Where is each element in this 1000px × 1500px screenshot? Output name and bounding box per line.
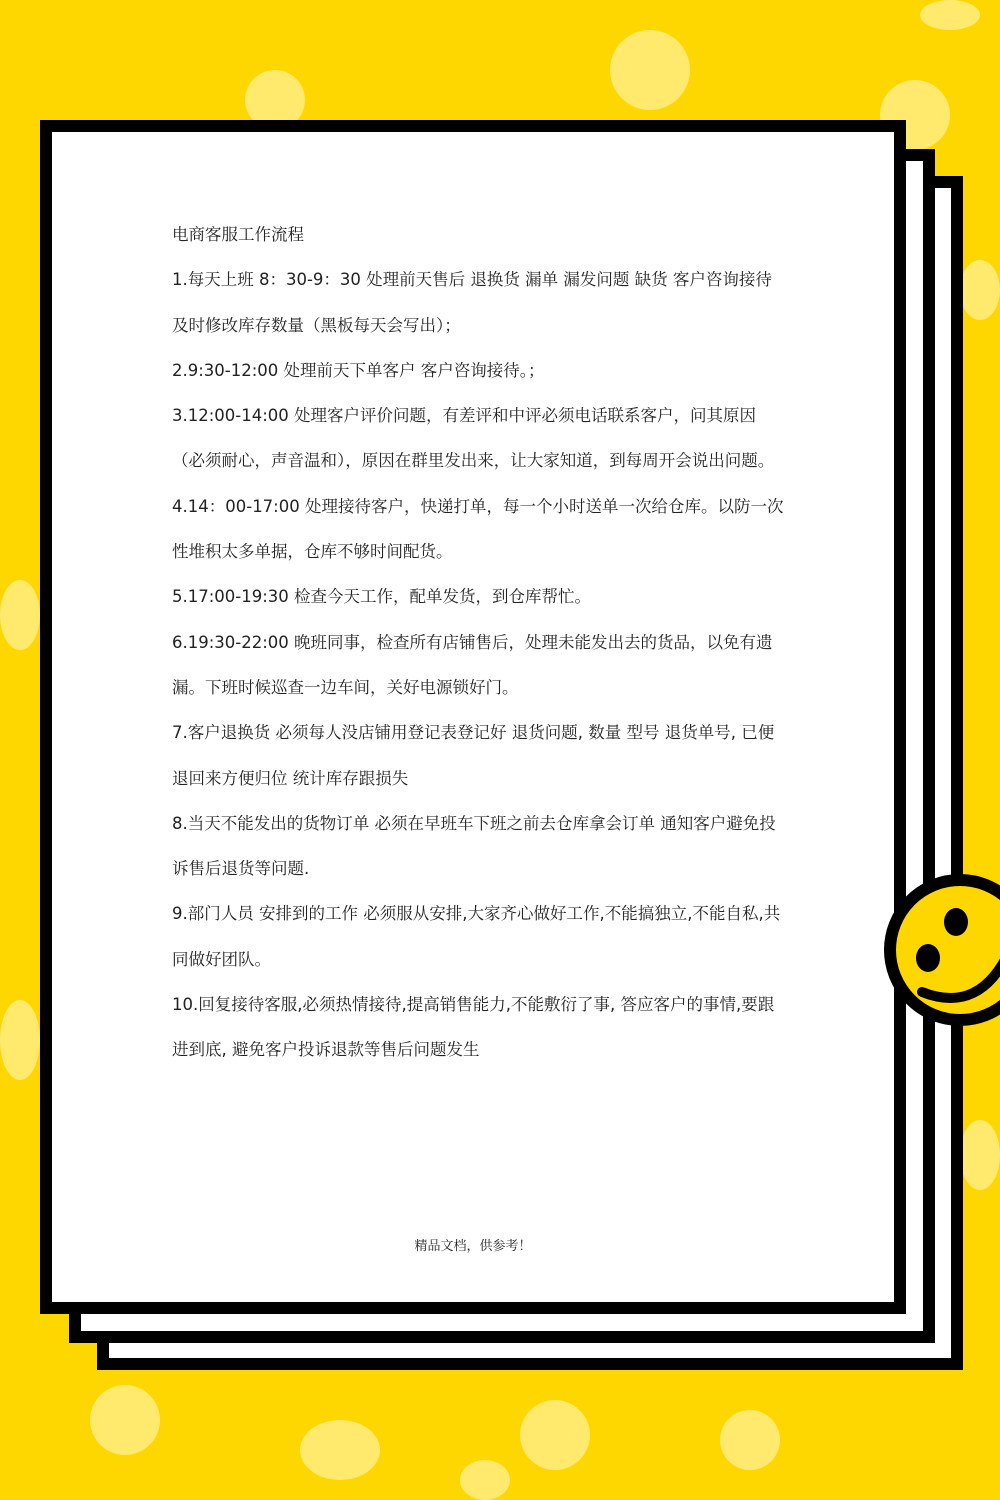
- document-footer: 精品文档，供参考！: [414, 1239, 532, 1254]
- document-title: 电商客服工作流程: [172, 225, 304, 244]
- list-item: 2.9:30-12:00 处理前天下单客户 客户咨询接待。；: [172, 360, 545, 380]
- list-item: 1.每天上班 8：30-9：30 处理前天售后 退换货 漏单 漏发问题 缺货 客户咨询接待 及时修改库存数量（黑板每天会写出）；: [172, 270, 772, 335]
- list-item: 4.14：00-17:00 处理接待客户，快递打单，每一个小时送单一次给仓库。以防一次性堆积太多单据，仓库不够时间配货。: [172, 496, 784, 562]
- list-item: 5.17:00-19:30 检查今天工作，配单发货，到仓库帮忙。: [172, 587, 592, 607]
- list-item: 6.19:30-22:00 晚班同事，检查所有店铺售后，处理未能发出去的货品，以免有遗漏。下班时候巡查一边车间，关好电源锁好门。: [172, 632, 773, 697]
- list-item: 8.当天不能发出的货物订单 必须在早班车下班之前去仓库拿会订单 通知客户避免投诉售后退货等问题.: [172, 813, 776, 879]
- smiley-face-icon: [880, 870, 1000, 1030]
- list-item: 3.12:00-14:00 处理客户评价问题，有差评和中评必须电话联系客户，问其原因（必须耐心，声音温和），原因在群里发出来，让大家知道，到每周开会说出问题。: [172, 406, 775, 471]
- list-item: 10.回复接待客服,必须热情接待,提高销售能力,不能敷衍了事, 答应客户的事情,要跟进到底, 避免客户投诉退款等售后问题发生: [172, 995, 775, 1060]
- list-item: 7.客户退换货 必须每人没店铺用登记表登记好 退货问题, 数量 型号 退货单号, 已便退回来方便归位 统计库存跟损失: [172, 723, 775, 788]
- document-body: [172, 212, 787, 1073]
- list-item: 9.部门人员 安排到的工作 必须服从安排,大家齐心做好工作,不能搞独立,不能自私,共同做好团队。: [172, 904, 781, 969]
